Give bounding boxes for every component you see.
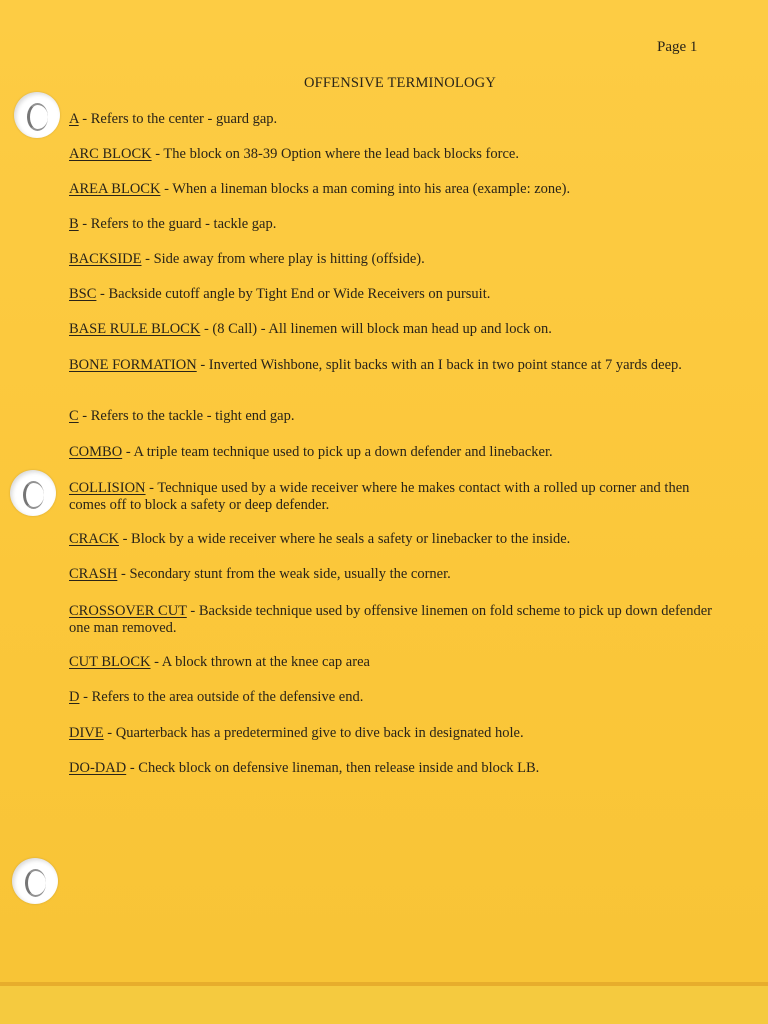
term: ARC BLOCK	[69, 146, 152, 162]
definition: - Backside cutoff angle by Tight End or Wide Receivers on pursuit.	[96, 286, 491, 302]
glossary-entry	[69, 760, 719, 777]
term: DO-DAD	[69, 760, 127, 776]
term: C	[69, 408, 79, 424]
term: BONE FORMATION	[69, 357, 197, 373]
glossary-entry	[69, 725, 719, 742]
definition: - Refers to the center - guard gap.	[78, 111, 278, 127]
glossary-entry	[69, 689, 719, 706]
term: D	[69, 689, 80, 705]
definition: - Check block on defensive lineman, then release inside and block LB.	[126, 760, 540, 776]
definition: - When a lineman blocks a man coming into his area (example: zone).	[160, 181, 571, 197]
glossary-entry	[69, 480, 719, 514]
definition: - Technique used by a wide receiver where he makes contact with a rolled up corner and then comes off to block a safety or deep defender.	[69, 480, 690, 513]
glossary-entry	[69, 408, 719, 425]
term: BACKSIDE	[69, 251, 142, 267]
term: COMBO	[69, 444, 123, 460]
term: CRASH	[69, 566, 118, 582]
term: CROSSOVER CUT	[69, 603, 187, 619]
definition: - Refers to the tackle - tight end gap.	[78, 408, 295, 424]
glossary-entry	[69, 357, 719, 374]
definition: - Inverted Wishbone, split backs with an I back in two point stance at 7 yards deep.	[196, 357, 682, 373]
term: BSC	[69, 286, 97, 302]
glossary-entry	[69, 111, 719, 128]
glossary-entry	[69, 146, 719, 163]
definition: - Backside technique used by offensive linemen on fold scheme to pick up down defender one man removed.	[69, 603, 712, 636]
definition: - Side away from where play is hitting (offside).	[141, 251, 425, 267]
term: CUT BLOCK	[69, 654, 151, 670]
glossary-entry	[69, 654, 719, 671]
term: COLLISION	[69, 480, 146, 496]
underlying-sheet	[0, 986, 768, 1024]
glossary-entry	[69, 566, 719, 583]
glossary-entry	[69, 286, 719, 303]
binder-hole-top	[14, 92, 60, 138]
term: A	[69, 111, 79, 127]
definition: - The block on 38-39 Option where the lead back blocks force.	[151, 146, 519, 162]
definition: - A triple team technique used to pick up a down defender and linebacker.	[122, 444, 553, 460]
term: CRACK	[69, 531, 119, 547]
definition: - Refers to the area outside of the defensive end.	[79, 689, 364, 705]
definition: - A block thrown at the knee cap area	[150, 654, 370, 670]
glossary-entry	[69, 251, 719, 268]
binder-hole-middle	[10, 470, 56, 516]
page-number: Page 1	[657, 39, 698, 55]
glossary-entry	[69, 603, 719, 637]
definition: - (8 Call) - All linemen will block man head up and lock on.	[200, 321, 552, 337]
glossary-entry	[69, 444, 719, 461]
page-title: OFFENSIVE TERMINOLOGY	[303, 75, 497, 91]
binder-hole-bottom	[12, 858, 58, 904]
definition: - Refers to the guard - tackle gap.	[78, 216, 277, 232]
term: DIVE	[69, 725, 104, 741]
definition: - Block by a wide receiver where he seals a safety or linebacker to the inside.	[118, 531, 571, 547]
term: B	[69, 216, 79, 232]
term: AREA BLOCK	[69, 181, 161, 197]
definition: - Secondary stunt from the weak side, usually the corner.	[117, 566, 451, 582]
glossary-entry	[69, 216, 719, 233]
glossary-entry	[69, 531, 719, 548]
glossary-entry	[69, 181, 719, 198]
definition: - Quarterback has a predetermined give to dive back in designated hole.	[103, 725, 524, 741]
term: BASE RULE BLOCK	[69, 321, 201, 337]
glossary-entry	[69, 321, 719, 338]
